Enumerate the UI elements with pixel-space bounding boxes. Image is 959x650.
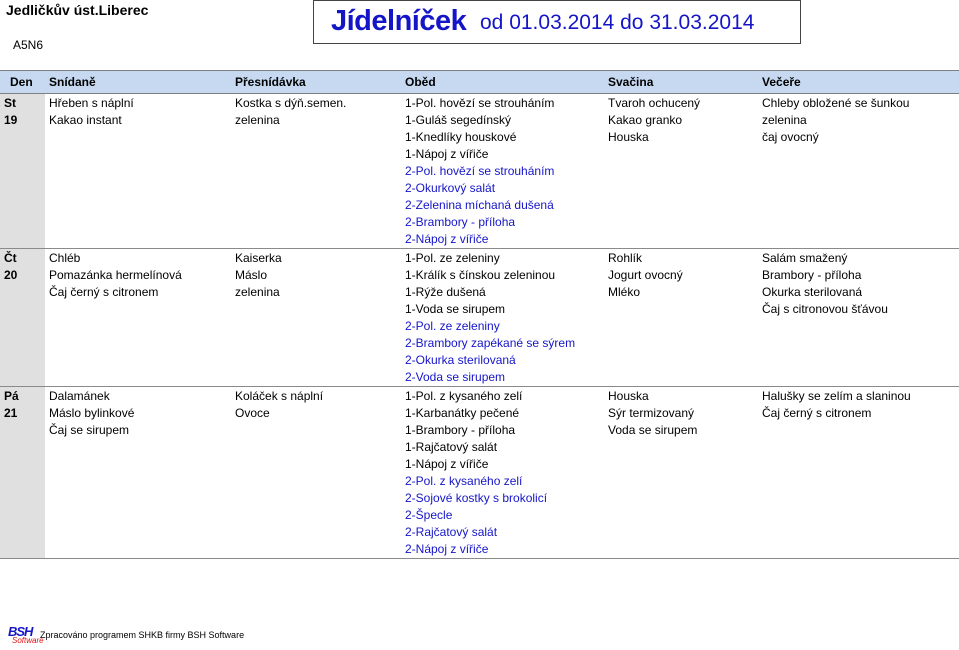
table-row xyxy=(0,231,959,249)
meal-cell-svacina: Voda se sirupem xyxy=(608,423,698,437)
meal-cell-presnidavka: zelenina xyxy=(235,113,280,127)
meal-cell-obed: 1-Rýže dušená xyxy=(405,285,486,299)
table-row xyxy=(0,301,959,318)
meal-cell-snidane xyxy=(45,369,231,387)
table-row xyxy=(0,318,959,335)
date-range: od 01.03.2014 do 31.03.2014 xyxy=(480,11,755,34)
meal-cell-presnidavka: Máslo xyxy=(235,268,268,282)
page-title: Jídelníček xyxy=(331,5,467,37)
meal-cell-obed: 1-Nápoj z vířiče xyxy=(405,147,489,161)
table-row xyxy=(0,490,959,507)
day-cell xyxy=(0,163,45,180)
meal-cell-svacina: Mléko xyxy=(608,285,641,299)
day-cell xyxy=(0,301,45,318)
meal-cell-obed: 1-Pol. ze zeleniny xyxy=(405,251,500,265)
menu-body xyxy=(0,94,959,559)
meal-cell-vecere xyxy=(758,439,959,456)
meal-cell-svacina: Sýr termizovaný xyxy=(608,406,695,420)
meal-cell-obed: 2-Špecle xyxy=(405,508,453,522)
meal-cell-presnidavka xyxy=(231,318,401,335)
day-cell xyxy=(0,129,45,146)
meal-cell-vecere xyxy=(758,197,959,214)
meal-cell-svacina xyxy=(604,490,758,507)
meal-cell-vecere xyxy=(758,507,959,524)
meal-cell-snidane xyxy=(45,541,231,559)
meal-cell-snidane xyxy=(45,352,231,369)
title-box xyxy=(313,0,801,44)
menu-table xyxy=(0,70,959,559)
school-name: Jedličkův úst.Liberec xyxy=(6,2,149,18)
meal-cell-vecere xyxy=(758,369,959,387)
meal-cell-obed: 1-Pol. hovězí se strouháním xyxy=(405,96,555,110)
footer-text: Zpracováno programem SHKB firmy BSH Software xyxy=(40,630,245,640)
meal-cell-snidane xyxy=(45,507,231,524)
meal-cell-snidane xyxy=(45,301,231,318)
meal-cell-obed: 1-Brambory - příloha xyxy=(405,423,516,437)
meal-cell-presnidavka xyxy=(231,490,401,507)
meal-cell-presnidavka: Koláček s náplní xyxy=(235,389,324,403)
meal-cell-presnidavka xyxy=(231,129,401,146)
col-header-snack-morning: Přesnídávka xyxy=(231,71,401,94)
meal-cell-obed: 2-Zelenina míchaná dušená xyxy=(405,198,554,212)
meal-cell-svacina: Tvaroh ochucený xyxy=(608,96,701,110)
table-row xyxy=(0,214,959,231)
meal-cell-svacina xyxy=(604,439,758,456)
day-cell: 19 xyxy=(0,112,45,129)
meal-cell-svacina xyxy=(604,473,758,490)
day-cell: St xyxy=(0,94,45,113)
meal-cell-svacina xyxy=(604,231,758,249)
day-cell: 20 xyxy=(0,267,45,284)
meal-cell-snidane xyxy=(45,214,231,231)
meal-cell-obed: 2-Nápoj z vířiče xyxy=(401,541,604,559)
meal-cell-obed: 1-Pol. z kysaného zelí xyxy=(405,389,523,403)
meal-cell-presnidavka xyxy=(231,439,401,456)
table-row xyxy=(0,524,959,541)
table-row xyxy=(0,94,959,113)
meal-cell-vecere xyxy=(758,541,959,559)
meal-cell-vecere: Chleby obložené se šunkou xyxy=(762,96,910,110)
meal-cell-obed: 2-Okurka sterilovaná xyxy=(405,353,516,367)
table-row xyxy=(0,405,959,422)
day-cell xyxy=(0,231,45,249)
meal-cell-snidane xyxy=(45,318,231,335)
meal-cell-snidane xyxy=(45,231,231,249)
day-cell xyxy=(0,541,45,559)
meal-cell-svacina xyxy=(604,352,758,369)
day-cell xyxy=(0,439,45,456)
table-row xyxy=(0,249,959,268)
meal-cell-svacina xyxy=(604,456,758,473)
table-row xyxy=(0,180,959,197)
meal-cell-obed: 1-Guláš segedínský xyxy=(405,113,512,127)
meal-cell-svacina: Kakao granko xyxy=(608,113,683,127)
meal-cell-svacina xyxy=(604,369,758,387)
meal-cell-svacina xyxy=(604,180,758,197)
meal-cell-obed: 2-Sojové kostky s brokolicí xyxy=(405,491,548,505)
meal-cell-snidane: Máslo bylinkové xyxy=(49,406,135,420)
meal-cell-vecere xyxy=(758,422,959,439)
meal-cell-svacina: Jogurt ovocný xyxy=(608,268,683,282)
meal-cell-obed: 1-Voda se sirupem xyxy=(405,302,506,316)
meal-cell-svacina xyxy=(604,524,758,541)
meal-cell-snidane: Dalamánek xyxy=(49,389,110,403)
meal-cell-svacina xyxy=(604,197,758,214)
meal-cell-obed: 1-Rajčatový salát xyxy=(405,440,498,454)
meal-cell-snidane: Chléb xyxy=(49,251,81,265)
meal-cell-vecere xyxy=(758,180,959,197)
meal-cell-svacina: Houska xyxy=(608,130,649,144)
meal-cell-vecere xyxy=(758,231,959,249)
meal-cell-vecere: Brambory - příloha xyxy=(762,268,862,282)
meal-cell-snidane xyxy=(45,456,231,473)
meal-cell-svacina: Houska xyxy=(608,389,649,403)
meal-cell-presnidavka xyxy=(231,301,401,318)
meal-cell-presnidavka xyxy=(231,541,401,559)
meal-cell-vecere: čaj ovocný xyxy=(762,130,819,144)
meal-cell-snidane xyxy=(45,335,231,352)
meal-cell-obed: 2-Rajčatový salát xyxy=(405,525,498,539)
day-cell xyxy=(0,507,45,524)
bsh-logo xyxy=(8,624,44,645)
day-cell xyxy=(0,284,45,301)
day-cell xyxy=(0,473,45,490)
day-cell xyxy=(0,146,45,163)
meal-cell-snidane xyxy=(45,473,231,490)
day-cell xyxy=(0,369,45,387)
meal-cell-vecere xyxy=(758,335,959,352)
meal-cell-snidane xyxy=(45,180,231,197)
meal-cell-vecere: Salám smažený xyxy=(762,251,848,265)
meal-cell-obed: 1-Knedlíky houskové xyxy=(405,130,517,144)
group-code: A5N6 xyxy=(13,38,44,52)
meal-cell-svacina xyxy=(604,163,758,180)
meal-cell-vecere: zelenina xyxy=(762,113,807,127)
meal-cell-presnidavka xyxy=(231,507,401,524)
meal-cell-vecere xyxy=(758,163,959,180)
table-row xyxy=(0,439,959,456)
meal-cell-vecere xyxy=(758,352,959,369)
meal-cell-presnidavka xyxy=(231,352,401,369)
col-header-breakfast: Snídaně xyxy=(45,71,231,94)
table-row xyxy=(0,146,959,163)
meal-cell-svacina xyxy=(604,541,758,559)
meal-cell-svacina xyxy=(604,214,758,231)
meal-cell-presnidavka xyxy=(231,335,401,352)
table-row xyxy=(0,352,959,369)
meal-cell-vecere xyxy=(758,490,959,507)
meal-cell-vecere: Okurka sterilovaná xyxy=(762,285,863,299)
col-header-dinner: Večeře xyxy=(758,71,959,94)
table-row xyxy=(0,197,959,214)
day-cell xyxy=(0,456,45,473)
meal-cell-obed: 2-Pol. z kysaného zelí xyxy=(405,474,523,488)
meal-cell-vecere xyxy=(758,214,959,231)
table-row xyxy=(0,267,959,284)
day-cell xyxy=(0,490,45,507)
meal-cell-vecere xyxy=(758,524,959,541)
meal-cell-vecere: Halušky se zelím a slaninou xyxy=(762,389,911,403)
day-cell: 21 xyxy=(0,405,45,422)
meal-cell-obed: 2-Pol. ze zeleniny xyxy=(405,319,500,333)
day-cell xyxy=(0,422,45,439)
table-row xyxy=(0,369,959,387)
table-row xyxy=(0,129,959,146)
day-cell xyxy=(0,180,45,197)
day-cell xyxy=(0,524,45,541)
logo-text: BSH xyxy=(8,624,33,639)
meal-cell-obed: 1-Nápoj z vířiče xyxy=(405,457,489,471)
meal-cell-presnidavka xyxy=(231,214,401,231)
meal-cell-snidane: Kakao instant xyxy=(49,113,122,127)
meal-cell-presnidavka xyxy=(231,180,401,197)
col-header-snack-afternoon: Svačina xyxy=(604,71,758,94)
meal-cell-presnidavka xyxy=(231,369,401,387)
meal-cell-svacina xyxy=(604,301,758,318)
meal-cell-obed: 2-Okurkový salát xyxy=(405,181,496,195)
meal-cell-presnidavka xyxy=(231,146,401,163)
day-cell: Pá xyxy=(0,387,45,406)
day-cell xyxy=(0,214,45,231)
day-cell xyxy=(0,197,45,214)
meal-cell-presnidavka xyxy=(231,422,401,439)
meal-cell-obed: 1-Karbanátky pečené xyxy=(405,406,520,420)
meal-cell-snidane xyxy=(45,439,231,456)
meal-cell-presnidavka: Ovoce xyxy=(235,406,270,420)
col-header-day: Den xyxy=(0,71,45,94)
table-row xyxy=(0,112,959,129)
table-row xyxy=(0,163,959,180)
meal-cell-presnidavka xyxy=(231,524,401,541)
meal-cell-snidane: Pomazánka hermelínová xyxy=(49,268,182,282)
col-header-lunch: Oběd xyxy=(401,71,604,94)
meal-cell-obed: 1-Králík s čínskou zeleninou xyxy=(405,268,556,282)
meal-cell-snidane: Čaj černý s citronem xyxy=(49,285,159,299)
day-cell xyxy=(0,335,45,352)
table-row xyxy=(0,387,959,406)
meal-cell-presnidavka xyxy=(231,456,401,473)
table-row xyxy=(0,456,959,473)
table-row xyxy=(0,541,959,559)
meal-cell-snidane xyxy=(45,129,231,146)
meal-cell-obed: 2-Pol. hovězí se strouháním xyxy=(405,164,555,178)
table-row xyxy=(0,473,959,490)
meal-cell-svacina: Rohlík xyxy=(608,251,643,265)
meal-cell-obed: 2-Brambory zapékané se sýrem xyxy=(405,336,576,350)
meal-cell-presnidavka: Kaiserka xyxy=(235,251,282,265)
day-cell xyxy=(0,352,45,369)
meal-cell-vecere xyxy=(758,473,959,490)
meal-cell-snidane: Čaj se sirupem xyxy=(49,423,130,437)
meal-cell-presnidavka: zelenina xyxy=(235,285,280,299)
meal-cell-vecere xyxy=(758,146,959,163)
table-row xyxy=(0,335,959,352)
meal-cell-obed: 2-Nápoj z vířiče xyxy=(401,231,604,249)
day-cell: Čt xyxy=(0,249,45,268)
meal-cell-svacina xyxy=(604,318,758,335)
logo-sub: Software xyxy=(12,636,44,645)
meal-cell-presnidavka: Kostka s dýň.semen. xyxy=(235,96,347,110)
meal-cell-obed: 2-Brambory - příloha xyxy=(405,215,516,229)
meal-cell-svacina xyxy=(604,335,758,352)
meal-cell-svacina xyxy=(604,507,758,524)
meal-cell-obed: 2-Voda se sirupem xyxy=(401,369,604,387)
meal-cell-presnidavka xyxy=(231,231,401,249)
meal-cell-presnidavka xyxy=(231,473,401,490)
table-header-row xyxy=(0,71,959,94)
table-row xyxy=(0,507,959,524)
meal-cell-snidane: Hřeben s náplní xyxy=(49,96,134,110)
meal-cell-vecere: Čaj černý s citronem xyxy=(762,406,872,420)
meal-cell-vecere xyxy=(758,456,959,473)
meal-cell-snidane xyxy=(45,490,231,507)
table-row xyxy=(0,284,959,301)
day-cell xyxy=(0,318,45,335)
meal-cell-vecere: Čaj s citronovou šťávou xyxy=(762,302,888,316)
table-row xyxy=(0,422,959,439)
meal-cell-presnidavka xyxy=(231,197,401,214)
meal-cell-vecere xyxy=(758,318,959,335)
meal-cell-snidane xyxy=(45,146,231,163)
meal-cell-snidane xyxy=(45,524,231,541)
meal-cell-presnidavka xyxy=(231,163,401,180)
meal-cell-snidane xyxy=(45,163,231,180)
meal-cell-snidane xyxy=(45,197,231,214)
meal-cell-svacina xyxy=(604,146,758,163)
